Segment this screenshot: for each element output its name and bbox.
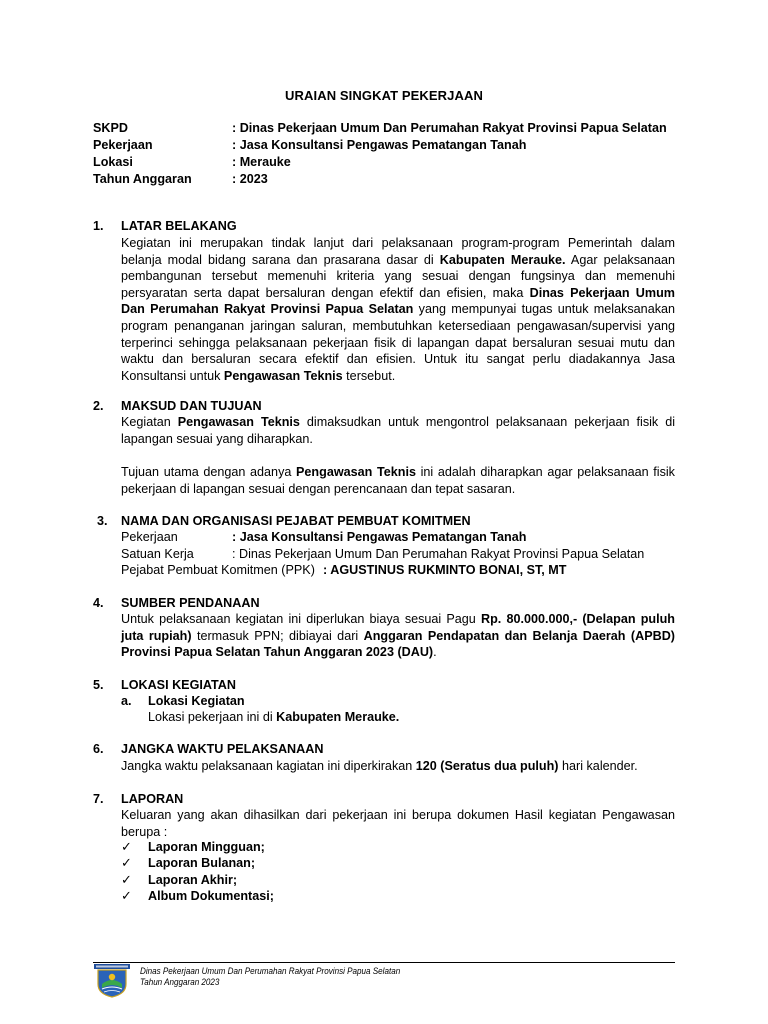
section-heading: SUMBER PENDANAAN <box>121 596 260 610</box>
checkmark-icon: ✓ <box>121 855 132 870</box>
section-4-paragraph <box>121 611 675 661</box>
section-heading: LOKASI KEGIATAN <box>121 678 236 692</box>
subsection-number: a. <box>121 694 132 708</box>
footer-institution: Dinas Pekerjaan Umum Dan Perumahan Rakyat Provinsi Papua Selatan <box>140 966 401 976</box>
paragraph-line: Untuk pelaksanaan kegiatan ini diperlukan biaya sesuai Pagu Rp. 80.000.000,- (Delapan puluh <box>121 612 675 626</box>
footer-year: Tahun Anggaran 2023 <box>140 977 220 987</box>
section-number: 2. <box>93 399 104 413</box>
paragraph-line: belanja modal bidang sarana dan prasarana dasar di Kabupaten Merauke. Agar pelaksanaan <box>121 252 676 267</box>
info-value: : Dinas Pekerjaan Umum Dan Perumahan Rakyat Provinsi Papua Selatan <box>232 121 667 135</box>
ppk-value: : AGUSTINUS RUKMINTO BONAI, ST, MT <box>323 563 567 577</box>
document-title: URAIAN SINGKAT PEKERJAAN <box>285 88 483 103</box>
checkmark-icon: ✓ <box>121 888 132 903</box>
paragraph-line: Kegiatan ini merupakan tindak lanjut dari pelaksanaan program-program Pemerintah dalam <box>121 236 675 250</box>
paragraph-line: terperinci sehingga pelaksanaan pekerjaan fisik di lapangan dapat bersaluran sesuai mutu dan <box>121 335 675 350</box>
satuan-kerja-value: : Dinas Pekerjaan Umum Dan Perumahan Rakyat Provinsi Papua Selatan <box>232 547 645 561</box>
paragraph-line: Keluaran yang akan dihasilkan dari pekerjaan ini berupa dokumen Hasil kegiatan Pengawasan <box>121 808 675 822</box>
section-1-paragraph <box>121 235 675 384</box>
section-number: 3. <box>97 514 108 528</box>
info-label: Lokasi <box>93 155 133 169</box>
footer-divider <box>93 962 675 963</box>
section-number: 5. <box>93 678 104 692</box>
checklist-label: Album Dokumentasi; <box>148 889 274 903</box>
satuan-kerja-label: Satuan Kerja <box>121 547 194 561</box>
paragraph-line: program penanganan jaringan saluran, membutuhkan ketersediaan pengawasan/supervisi yang <box>121 318 675 333</box>
paragraph-line: Dan Perumahan Rakyat Provinsi Papua Selatan yang mempunyai tugas untuk melaksanakan <box>121 302 675 317</box>
paragraph-line: pembangunan tersebut memenuhi kriteria yang sesuai dengan fungsinya dan memenuhi <box>121 269 675 284</box>
section-7-paragraph <box>121 807 675 840</box>
info-value: : 2023 <box>232 172 268 186</box>
paragraph-line: berupa : <box>121 824 168 839</box>
paragraph-line: Kegiatan Pengawasan Teknis dimaksudkan untuk mengontrol pelaksanaan pekerjaan fisik di <box>121 415 675 429</box>
checkmark-icon: ✓ <box>121 839 132 854</box>
section-2-paragraph-2 <box>121 464 675 497</box>
paragraph-line: Konsultansi untuk Pengawasan Teknis tersebut. <box>121 368 396 383</box>
section-2-paragraph-1 <box>121 414 675 447</box>
checklist-label: Laporan Mingguan; <box>148 840 265 854</box>
info-label: SKPD <box>93 121 128 135</box>
checklist-label: Laporan Akhir; <box>148 873 238 887</box>
ppk-label: Pejabat Pembuat Komitmen (PPK) <box>121 563 315 577</box>
paragraph-line: Tujuan utama dengan adanya Pengawasan Teknis ini adalah diharapkan agar pelaksanaan fisik <box>121 465 675 479</box>
paragraph-line: Provinsi Papua Selatan Tahun Anggaran 2023 (DAU). <box>121 645 437 660</box>
lokasi-text: Lokasi pekerjaan ini di Kabupaten Merauke. <box>148 710 400 724</box>
jangka-waktu-text: Jangka waktu pelaksanaan kagiatan ini diperkirakan 120 (Seratus dua puluh) hari kalender. <box>121 759 638 773</box>
paragraph-line: persyaratan serta dapat bersaluran dengan efektif dan efisien, maka Dinas Pekerjaan Umum <box>121 285 675 300</box>
paragraph-line: lapangan sesuai yang diharapkan. <box>121 431 313 446</box>
info-value: : Merauke <box>232 155 291 169</box>
checkmark-icon: ✓ <box>121 872 132 887</box>
paragraph-line: waktu dan bersaluran secara efektif dan efisien. Untuk itu sangat perlu diadakannya Jasa <box>121 352 675 367</box>
section-number: 4. <box>93 596 104 610</box>
section-number: 7. <box>93 792 104 806</box>
paragraph-line: pekerjaan di lapangan sesuai dengan perencanaan dan tepat sasaran. <box>121 481 516 496</box>
province-emblem-icon <box>94 964 130 998</box>
info-value: : Jasa Konsultansi Pengawas Pematangan Tanah <box>232 138 527 152</box>
ppk-pekerjaan-label: Pekerjaan <box>121 530 178 544</box>
section-heading: LATAR BELAKANG <box>121 219 237 233</box>
section-heading: LAPORAN <box>121 792 184 806</box>
section-heading: JANGKA WAKTU PELAKSANAAN <box>121 742 324 756</box>
section-heading: MAKSUD DAN TUJUAN <box>121 399 262 413</box>
subsection-heading: Lokasi Kegiatan <box>148 694 245 708</box>
section-number: 1. <box>93 219 104 233</box>
paragraph-line: juta rupiah) termasuk PPN; dibiayai dari Anggaran Pendapatan dan Belanja Daerah (APBD) <box>121 628 675 643</box>
section-number: 6. <box>93 742 104 756</box>
ppk-pekerjaan-value: : Jasa Konsultansi Pengawas Pematangan Tanah <box>232 530 527 544</box>
info-label: Tahun Anggaran <box>93 172 192 186</box>
checklist-label: Laporan Bulanan; <box>148 856 256 870</box>
info-label: Pekerjaan <box>93 138 153 152</box>
section-heading: NAMA DAN ORGANISASI PEJABAT PEMBUAT KOMITMEN <box>121 514 471 528</box>
